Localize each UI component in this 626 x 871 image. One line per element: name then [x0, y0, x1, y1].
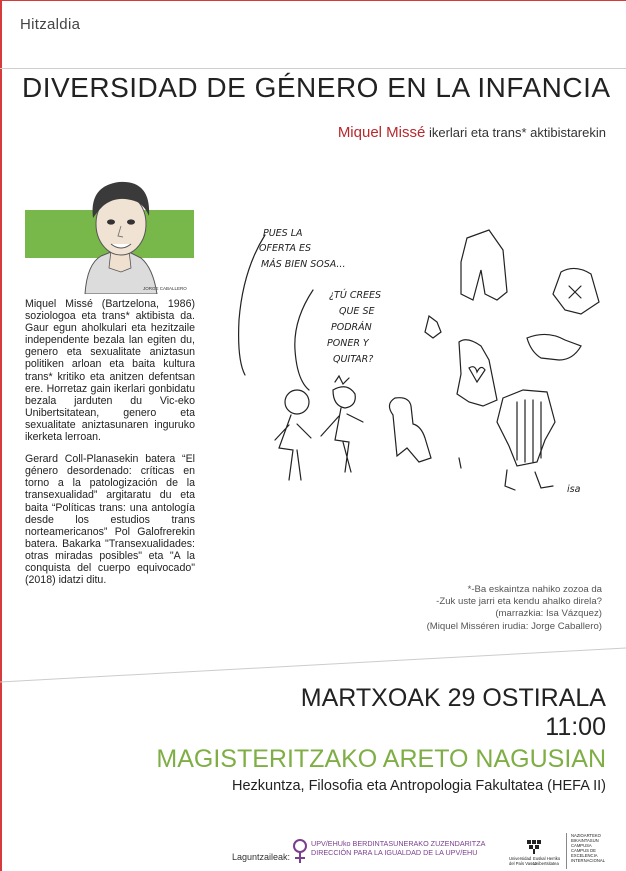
bio-paragraph: Miquel Missé (Bartzelona, 1986) soziologoa eta trans* aktibista da. Gaur egun aholkulari eta hezitzaile independente bezala lan egiten du, genero eta sexualitate aniztasun politiken arloan eta baita kultura trans* kritiko eta anitzen defentsan ere. Horretaz gain ikerlari gonbidatu bezala jarduten du Vic-eko Unibertsitatean, genero eta sexualitate aniztasunaren inguruko ikerketa lerroan. [25, 298, 195, 444]
caption-line: -Zuk uste jarri eta kendu ahalko direla? [436, 596, 602, 608]
upv-equality-logo [291, 838, 491, 864]
header-divider [0, 68, 626, 69]
ehu-es-line: Universidad [509, 856, 532, 861]
event-time: 11:00 [545, 713, 606, 741]
cartoon-illustration [235, 210, 610, 510]
caption-line: (marrazkia: Isa Vázquez) [495, 608, 602, 620]
upv-equality-line: DIRECCIÓN PARA LA IGUALDAD DE LA UPV/EHU [311, 847, 478, 857]
portrait-signature: JORGE CABALLERO [143, 286, 187, 291]
bubble2-line: PONER Y [327, 338, 369, 349]
bubble2-line: QUE SE [339, 306, 375, 317]
bubble1-line: OFERTA ES [259, 243, 312, 254]
ehu-eu-line: Unibertsitatea [533, 861, 559, 866]
speaker-name: Miquel Missé [337, 124, 426, 141]
speaker-line [338, 124, 606, 141]
artist-signature: isa [567, 484, 581, 495]
campus-line: CAMPUS DE [571, 848, 596, 854]
event-faculty: Hezkuntza, Filosofia eta Antropologia Fakultatea (HEFA II) [232, 778, 606, 794]
ehu-eu-line: Euskal Herriko [533, 856, 561, 861]
page-title: DIVERSIDAD DE GÉNERO EN LA INFANCIA [22, 72, 611, 103]
ehu-logo [507, 838, 559, 868]
campus-line: INTERNACIONAL [571, 858, 605, 864]
campus-line: BIKAINTASUN [571, 838, 599, 844]
upv-equality-line: UPV/EHUko BERDINTASUNERAKO ZUZENDARITZA [311, 839, 486, 848]
illustration-caption [362, 584, 602, 633]
venus-symbol-icon [291, 838, 309, 864]
bio-paragraph: Gerard Coll-Planasekin batera “El género desordenado: críticas en torno a la patologización de la transexualidad” argitaratu du eta baita “Políticas trans: una antología desde los estudios trans norteamericanos” Pol Galofrerekin batera. Bakarka "Transexualidades: otras miradas posibles" eta "A la conquista del cuerpo equivocado" (2018) idatzi ditu. [25, 453, 195, 587]
diagonal-divider [0, 646, 626, 686]
speaker-role: ikerlari eta trans* aktibistarekin [428, 125, 606, 140]
bubble1-line: MÁS BIEN SOSA... [261, 259, 346, 270]
caption-line: (Miquel Misséren irudia: Jorge Caballero) [426, 620, 602, 632]
caption-line: *-Ba eskaintza nahiko zozoa da [467, 584, 602, 595]
bubble2-line: PODRÁN [331, 322, 372, 333]
event-date: MARTXOAK 29 OSTIRALA [300, 684, 606, 712]
bubble1-line: PUES LA [263, 228, 303, 239]
campus-line: NAZIOARTEKO [571, 833, 601, 838]
campus-excellence-logo [566, 833, 616, 869]
ehu-es-line: del País Vasco [509, 861, 537, 866]
bubble2-line: ¿TÚ CREES [329, 290, 382, 301]
event-venue: MAGISTERITZAKO ARETO NAGUSIAN [156, 745, 606, 773]
campus-line: EXCELENCIA [571, 853, 598, 859]
bubble2-line: QUITAR? [333, 354, 374, 365]
campus-line: CAMPUSA [571, 843, 592, 849]
category-label: Hitzaldia [20, 16, 81, 33]
ehu-tree-icon [525, 838, 543, 854]
sponsors-label: Laguntzaileak: [232, 852, 291, 862]
speaker-bio [25, 298, 195, 596]
speaker-portrait [25, 172, 194, 294]
